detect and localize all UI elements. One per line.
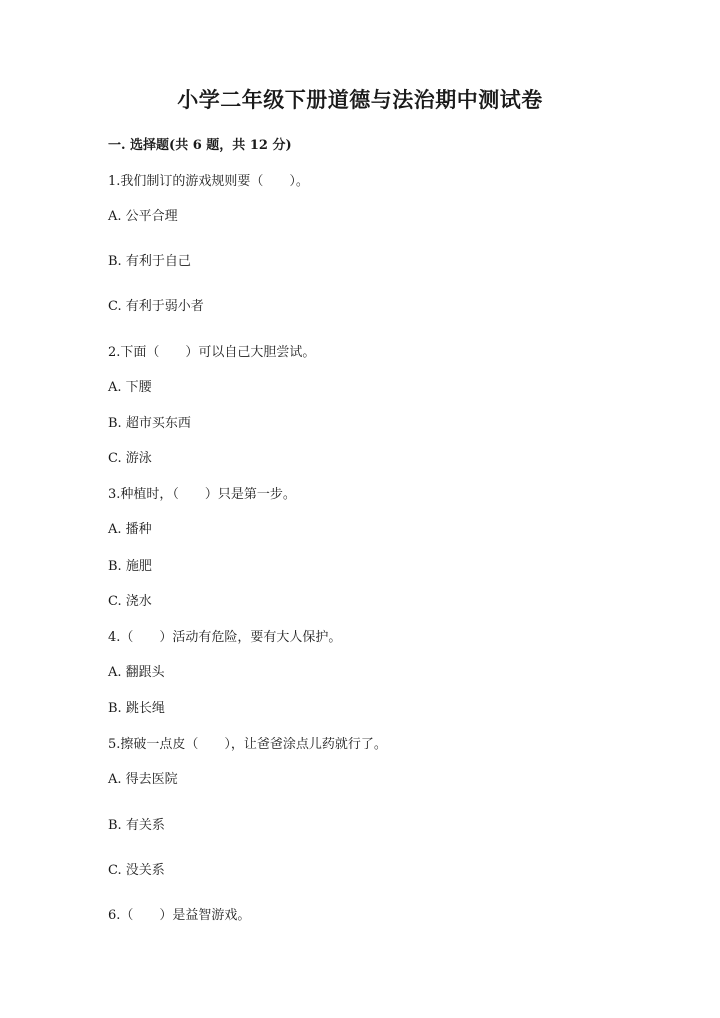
question-stem: 2.下面（ ）可以自己大胆尝试。: [108, 345, 316, 360]
answer-option: C. 浇水: [108, 594, 152, 609]
answer-option: C. 游泳: [108, 451, 152, 466]
answer-option: B. 有利于自己: [108, 254, 191, 269]
answer-option: C. 没关系: [108, 863, 165, 878]
question-stem: 1.我们制订的游戏规则要（ ）。: [108, 174, 309, 189]
answer-option: A. 播种: [108, 522, 152, 537]
answer-option: A. 翻跟头: [108, 665, 165, 680]
question-stem: 5.擦破一点皮（ ），让爸爸涂点儿药就行了。: [108, 737, 387, 752]
answer-option: B. 超市买东西: [108, 416, 191, 431]
answer-option: B. 跳长绳: [108, 701, 165, 716]
answer-option: B. 施肥: [108, 559, 152, 574]
section-heading: 一. 选择题(共 6 题，共 12 分): [108, 138, 292, 153]
question-stem: 4.（ ）活动有危险，要有大人保护。: [108, 630, 342, 645]
answer-option: C. 有利于弱小者: [108, 299, 204, 314]
answer-option: A. 公平合理: [108, 209, 178, 224]
answer-option: B. 有关系: [108, 818, 165, 833]
answer-option: A. 得去医院: [108, 772, 178, 787]
page-title: 小学二年级下册道德与法治期中测试卷: [177, 87, 543, 112]
question-stem: 3.种植时，（ ）只是第一步。: [108, 487, 296, 502]
question-stem: 6.（ ）是益智游戏。: [108, 908, 251, 923]
answer-option: A. 下腰: [108, 380, 152, 395]
